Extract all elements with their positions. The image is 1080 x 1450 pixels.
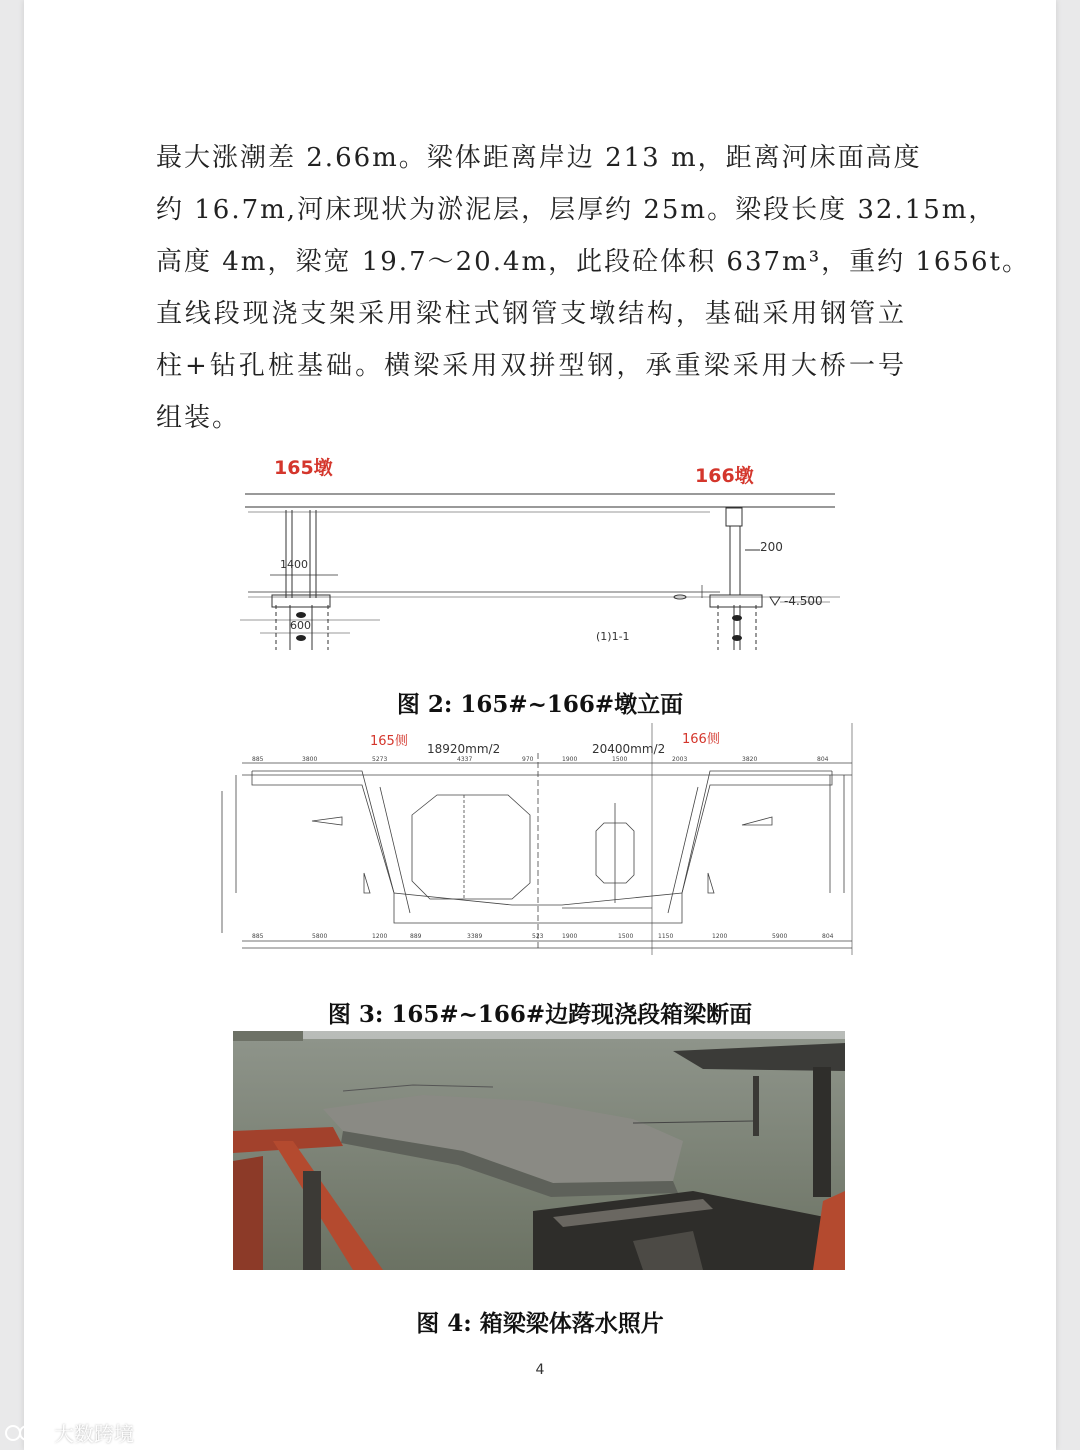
svg-text:885: 885 bbox=[252, 756, 264, 763]
pier-165-label: 165墩 bbox=[274, 457, 333, 479]
paragraph-line: 约 16.7m,河床现状为淤泥层，层厚约 25m。梁段长度 32.15m， bbox=[156, 195, 997, 225]
paragraph-line: 高度 4m，梁宽 19.7～20.4m，此段砼体积 637m³，重约 1656t。 bbox=[156, 247, 1031, 277]
paragraph-line: 最大涨潮差 2.66m。梁体距离岸边 213 m，距离河床面高度 bbox=[156, 143, 922, 173]
paragraph-line: 组装。 bbox=[156, 403, 241, 433]
body-paragraph bbox=[156, 132, 1031, 444]
svg-text:3800: 3800 bbox=[302, 756, 318, 763]
watermark bbox=[4, 1418, 134, 1447]
svg-text:885: 885 bbox=[252, 933, 264, 940]
figure-3-cross-section bbox=[212, 723, 864, 955]
pier-166-label: 166墩 bbox=[695, 465, 754, 487]
svg-text:2003: 2003 bbox=[672, 756, 688, 763]
figure-2-caption: 图 2: 165#~166#墩立面 bbox=[396, 691, 684, 718]
svg-text:970: 970 bbox=[522, 756, 534, 763]
svg-text:5800: 5800 bbox=[312, 933, 328, 940]
section-label: (1)1-1 bbox=[596, 630, 630, 643]
half-width-left: 18920mm/2 bbox=[427, 742, 501, 756]
side-166-label: 166侧 bbox=[682, 732, 720, 747]
svg-text:1200: 1200 bbox=[712, 933, 728, 940]
page-number: 4 bbox=[535, 1362, 545, 1378]
dimension-1400: 1400 bbox=[280, 558, 308, 571]
dimension-200: 200 bbox=[760, 540, 783, 554]
svg-text:1500: 1500 bbox=[618, 933, 634, 940]
figure-3-caption: 图 3: 165#~166#边跨现浇段箱梁断面 bbox=[327, 1001, 753, 1028]
svg-text:3389: 3389 bbox=[467, 933, 483, 940]
figure-4-photo bbox=[233, 1031, 845, 1270]
figure-2-elevation-drawing bbox=[240, 450, 840, 660]
svg-text:3820: 3820 bbox=[742, 756, 758, 763]
svg-text:1200: 1200 bbox=[372, 933, 388, 940]
half-width-right: 20400mm/2 bbox=[592, 742, 666, 756]
side-165-label: 165侧 bbox=[370, 734, 408, 749]
svg-text:1900: 1900 bbox=[562, 756, 578, 763]
elevation-label: -4.500 bbox=[784, 594, 823, 608]
paragraph-line: 柱+钻孔桩基础。横梁采用双拼型钢，承重梁采用大桥一号 bbox=[156, 351, 906, 381]
watermark-text: 大数跨境 bbox=[54, 1422, 134, 1446]
figure-4-caption: 图 4: 箱梁梁体落水照片 bbox=[416, 1310, 664, 1337]
svg-text:804: 804 bbox=[822, 933, 834, 940]
svg-text:1150: 1150 bbox=[658, 933, 674, 940]
svg-text:889: 889 bbox=[410, 933, 422, 940]
svg-text:523: 523 bbox=[532, 933, 544, 940]
svg-text:804: 804 bbox=[817, 756, 829, 763]
paragraph-line: 直线段现浇支架采用梁柱式钢管支墩结构，基础采用钢管立 bbox=[156, 299, 906, 329]
dimension-600: 600 bbox=[290, 619, 311, 632]
svg-text:1900: 1900 bbox=[562, 933, 578, 940]
svg-text:1500: 1500 bbox=[612, 756, 628, 763]
svg-text:4337: 4337 bbox=[457, 756, 473, 763]
logo-icon bbox=[4, 1420, 50, 1446]
svg-text:5900: 5900 bbox=[772, 933, 788, 940]
svg-text:5273: 5273 bbox=[372, 756, 388, 763]
